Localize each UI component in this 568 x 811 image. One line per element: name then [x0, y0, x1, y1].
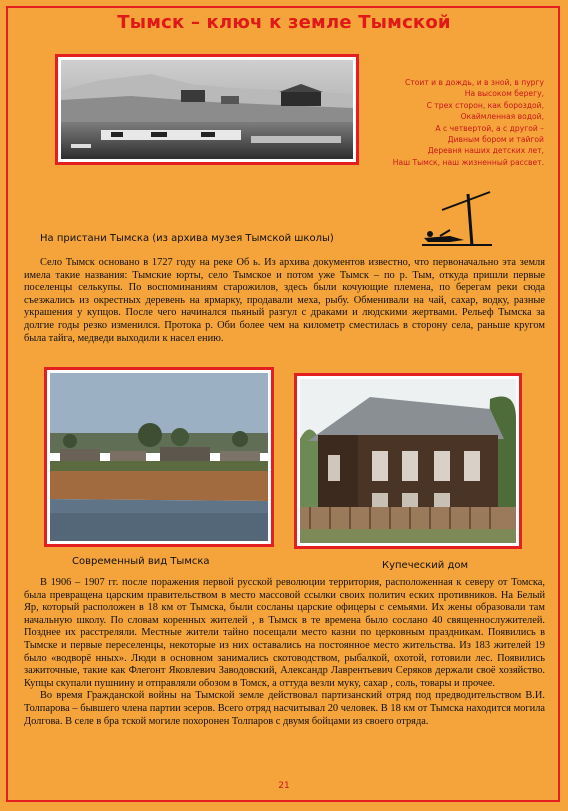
- paragraph-1-text: Село Тымск основано в 1727 году на реке Об ь. Из архива документов известно, что первоначально эта земля имела такие названия: Тымские юрты, село Тымское и потом уже Тымск – по р. Тым, откуда пришли первые поселенцы селькупы. По воспоминаниям старожилов, здесь были кочующие племена, по берегам реки сюда съезжались из окрестных деревень на ярмарку, продавали меха, рыбу. Обменивали на чай, сахар, водку, разные украшения у купцов. После чего начинался пьяный разгул с драками и людскими жертвами. Рельеф Тымска за долгие годы резко изменился. Протока р. Оби более чем на километр сместилась в сторону села, раньше кругом была тайга, медведи выходили к насел ению.: [24, 257, 545, 344]
- poem-line: Стоит и в дождь, и в зной, в пургу: [405, 78, 544, 87]
- poem-line: Деревня наших детских лет,: [427, 146, 544, 156]
- poem-line: Дивным бором и тайгой: [447, 135, 544, 145]
- page-number: 21: [278, 781, 290, 791]
- poem-line: На высоком берегу,: [464, 89, 544, 99]
- poem-line: С трех сторон, как бороздой,: [426, 100, 544, 110]
- pier-photo: [55, 54, 359, 165]
- merchant-house-image: [300, 379, 516, 543]
- poem: [360, 77, 544, 168]
- pier-caption: На пристани Тымска (из архива музея Тымской школы): [40, 233, 334, 244]
- modern-view-image: [50, 373, 268, 541]
- pier-photo-image: [61, 60, 353, 159]
- paragraph-2-text: В 1906 – 1907 гг. после поражения первой русской революции территория, расположенная к северу от Томска, была превращена царским правительством в место массовой ссылки своих политич еских противников. На Белый Яр, который расположен в 18 км от Тымска, были сосланы царские офицеры с семьями. Их жены образовали там начальную школу. По словам коренных жителей , в Тымск в те времена было сослано 40 священнослужителей. Позднее их расстреляли. Местные жители тайно посещали место казни по церковным праздникам. Появились в Тымске и первые переселенцы, некоторые из них оставались на постоянное место жительства. Из 183 жителей 19 было «водворё нных». Люди в основном занимались скотоводством, рыбалкой, охотой, готовили лес. Появились зажиточные, такие как Флегонт Яковлевич Заводовский, Александр Лаврентьевич Серяков держали своё хозяйство. Купцы скупали пушнину и отправляли обозом в Томск, а оттуда везли муку, сахар , соль, товары и прочее.: [24, 577, 545, 689]
- paragraph-3-text: Во время Гражданской войны на Тымской земле действовал партизанский отряд под предводительством В.И. Толпарова – бывшего члена партии эсеров. Всего отряд насчитывал 20 человек. В 18 км от Тымска находится могила Долгова. В селе в бра тской могиле похоронен Толпаров с двумя бойцами из своего отряда.: [24, 690, 545, 727]
- modern-view-photo: [44, 367, 274, 547]
- paragraph-1: [24, 257, 545, 345]
- poem-line: А с четвертой, а с другой –: [435, 123, 544, 133]
- poem-line: Наш Тымск, наш жизненный рассвет.: [392, 157, 544, 167]
- well-sweep-emblem-icon: [420, 190, 496, 250]
- poem-line: Окаймленная водой,: [460, 112, 544, 122]
- main-text: [24, 577, 545, 728]
- page-title: Тымск – ключ к земле Тымской: [117, 12, 451, 33]
- merchant-house-caption: Купеческий дом: [382, 560, 469, 571]
- modern-view-caption: Современный вид Тымска: [72, 556, 210, 567]
- merchant-house-photo: [294, 373, 522, 549]
